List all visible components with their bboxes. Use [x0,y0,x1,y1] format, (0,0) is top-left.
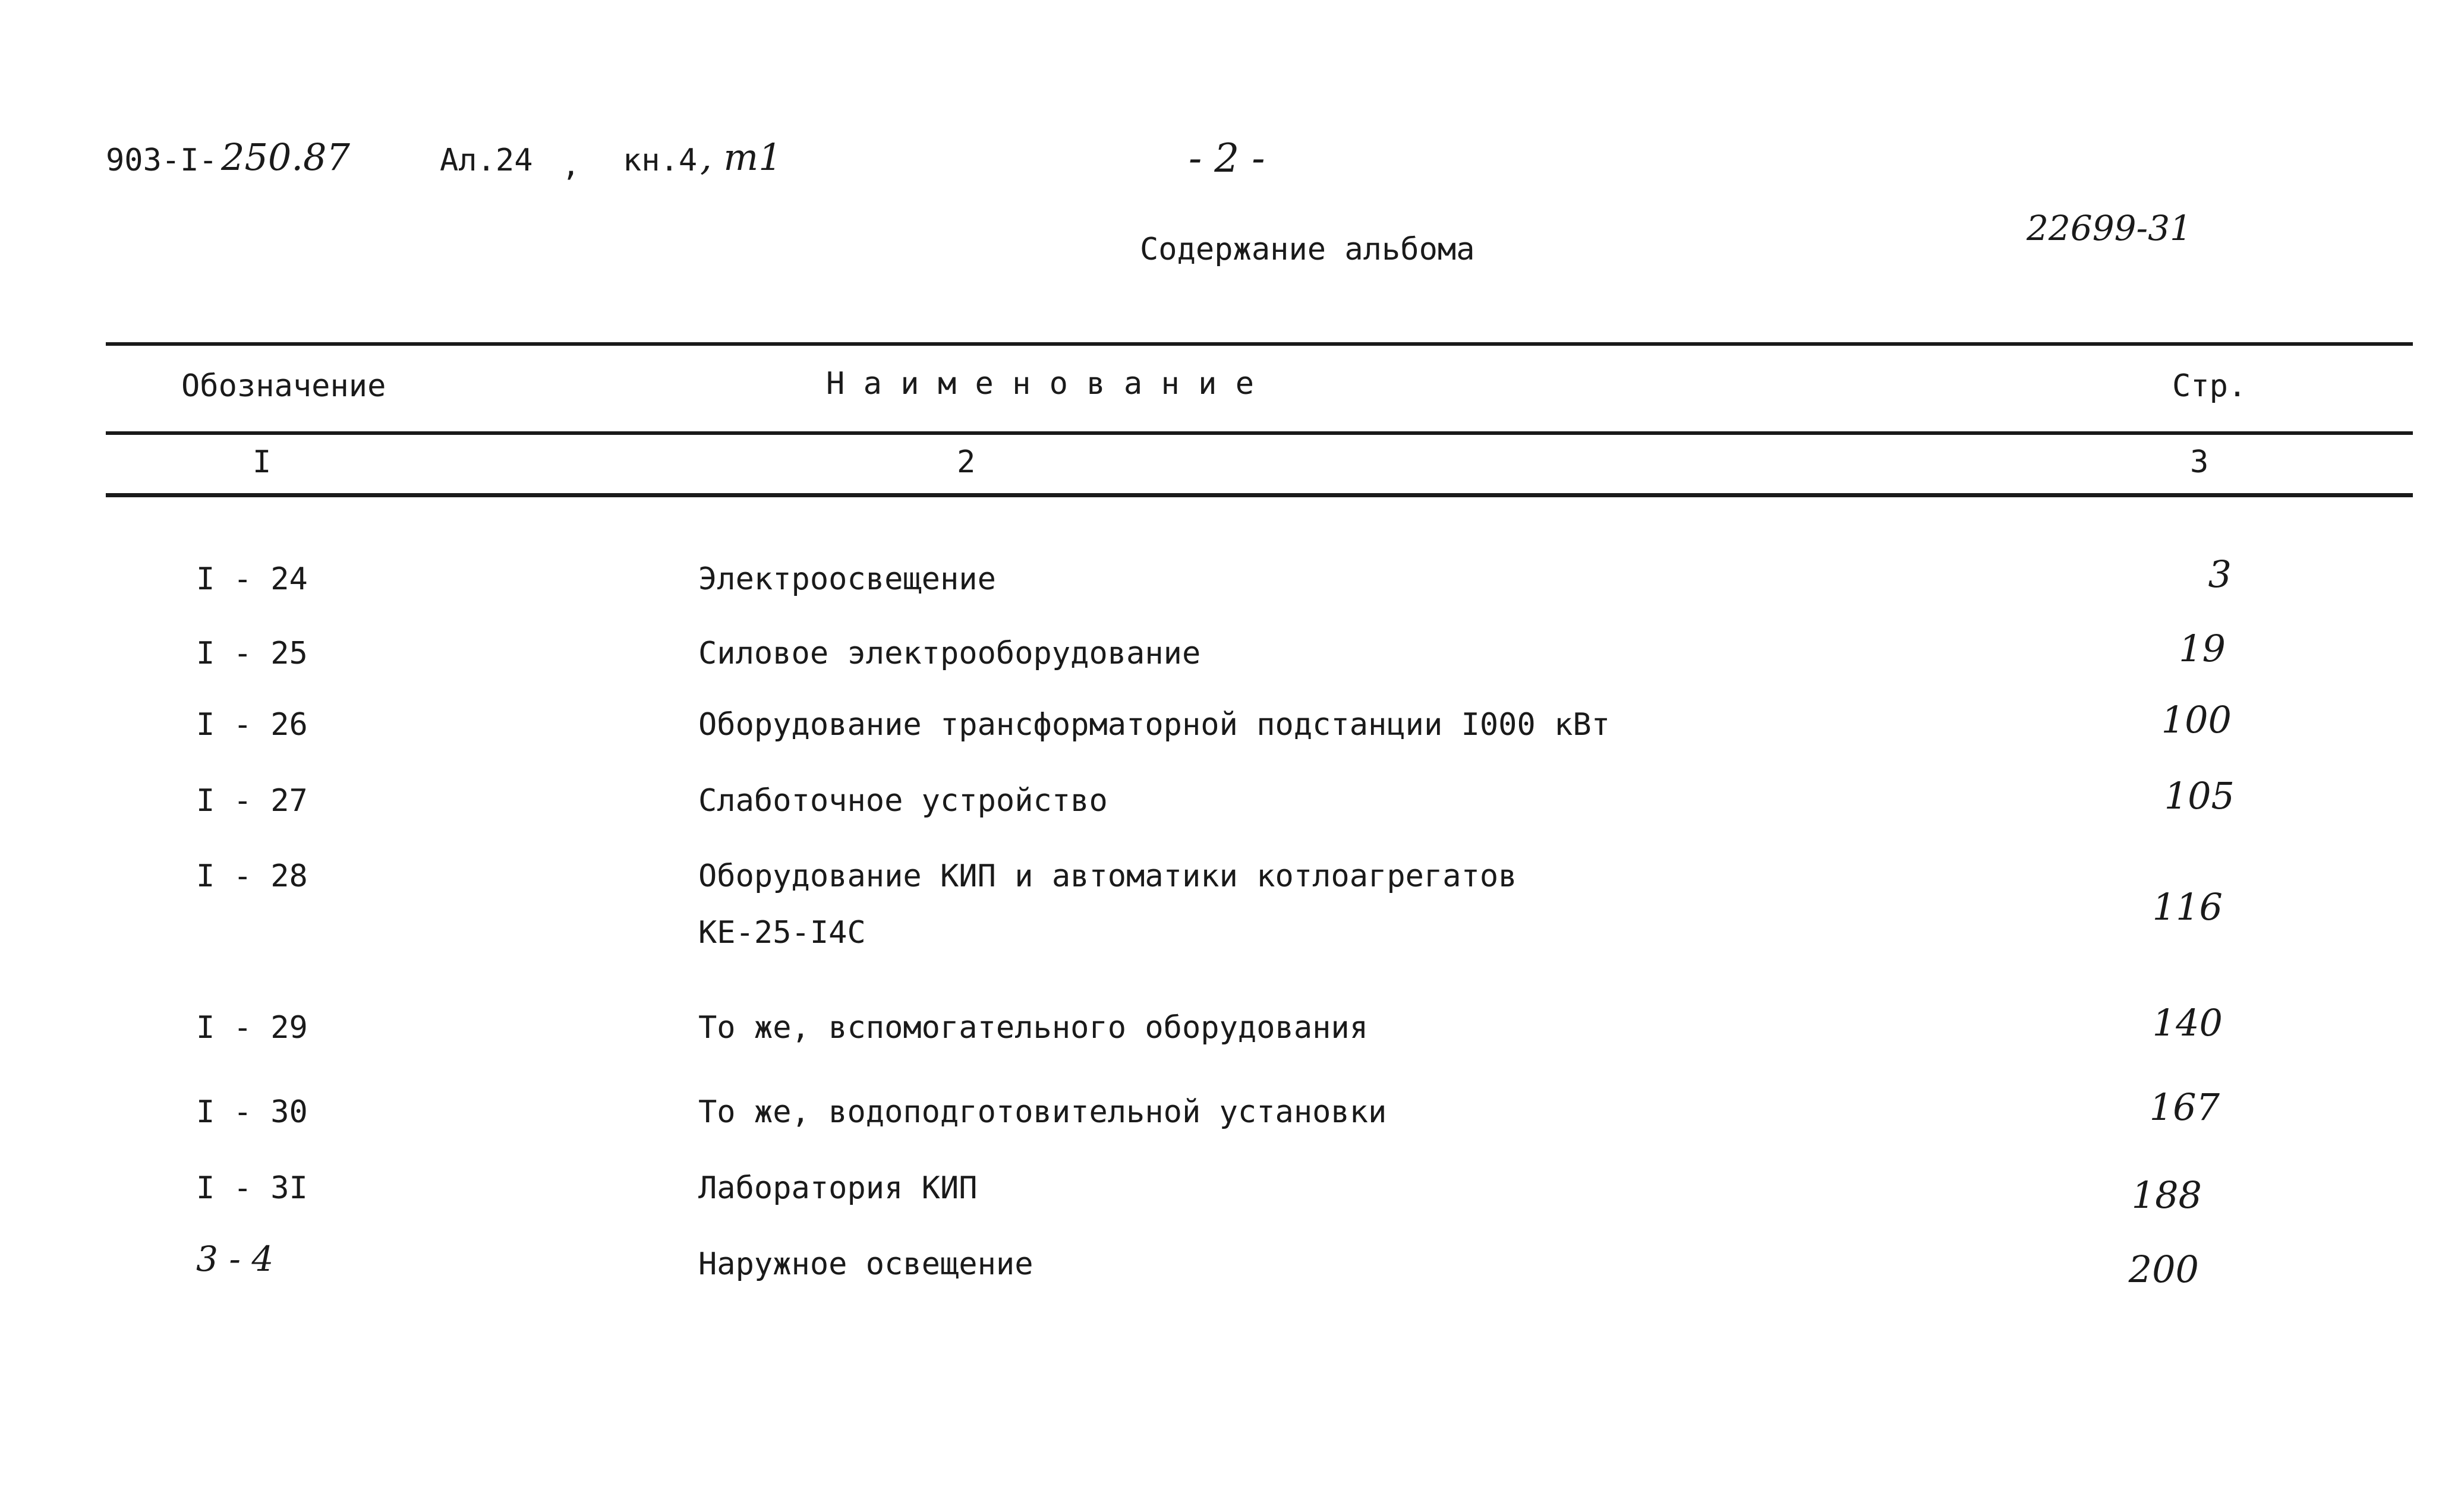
header-bottom-rule [106,431,2413,435]
column-number-3: 3 [2190,444,2209,480]
row-title: Оборудование трансформаторной подстанции I000 кВт [698,707,1611,743]
doc-number-handwritten: 250.87 [221,135,350,179]
row-title: Электроосвещение [698,561,996,597]
row-title: Силовое электрооборудование [698,636,1201,671]
column-number-1: I [253,444,272,480]
row-code: I - 28 [196,858,308,894]
row-page-handwritten: 116 [2152,885,2223,929]
album-label: Ал.24 [440,143,533,178]
row-code: I - 26 [196,707,308,743]
row-page-handwritten: 100 [2161,698,2232,741]
row-title: То же, вспомогательного оборудования [698,1010,1369,1046]
row-page-handwritten: 167 [2149,1085,2220,1129]
row-code: I - 24 [196,561,308,597]
row-title: Слаботочное устройство [698,783,1108,819]
row-title: Оборудование КИП и автоматики котлоагрегатов [698,858,1517,894]
row-code: I - 29 [196,1010,308,1046]
row-page-handwritten: 200 [2128,1248,2199,1291]
row-page-handwritten: 19 [2179,627,2226,670]
row-page-handwritten: 3 [2208,553,2232,596]
row-code-handwritten: 3 - 4 [196,1239,274,1279]
row-code: I - 25 [196,636,308,671]
row-title: То же, водоподготовительной установки [698,1094,1387,1130]
column-number-2: 2 [957,444,976,480]
row-code: I - 30 [196,1094,308,1130]
page-title: Содержание альбома [1140,232,1475,267]
row-title: Лаборатория КИП [698,1170,978,1206]
header-comma: , [562,147,581,183]
book-label: кн.4 [623,143,698,178]
row-code: I - 3I [196,1170,308,1206]
column-header-name: Н а и м е н о в а н и е [826,366,1255,402]
column-header-designation: Обозначение [181,368,386,404]
table-top-rule [106,342,2413,346]
row-title-continuation: КЕ-25-I4С [698,915,866,951]
doc-prefix: 903-I- [106,143,218,178]
row-page-handwritten: 105 [2164,774,2235,817]
row-title: Наружное освещение [698,1246,1033,1282]
book-handwritten: , т1 [700,135,782,179]
inventory-number-handwritten: 22699-31 [2027,208,2192,248]
row-page-handwritten: 140 [2152,1001,2223,1044]
row-page-handwritten: 188 [2131,1173,2202,1217]
page-number: - 2 - [1189,135,1265,181]
column-numbers-bottom-rule [106,493,2413,497]
column-header-page: Стр. [2172,368,2247,404]
row-code: I - 27 [196,783,308,819]
